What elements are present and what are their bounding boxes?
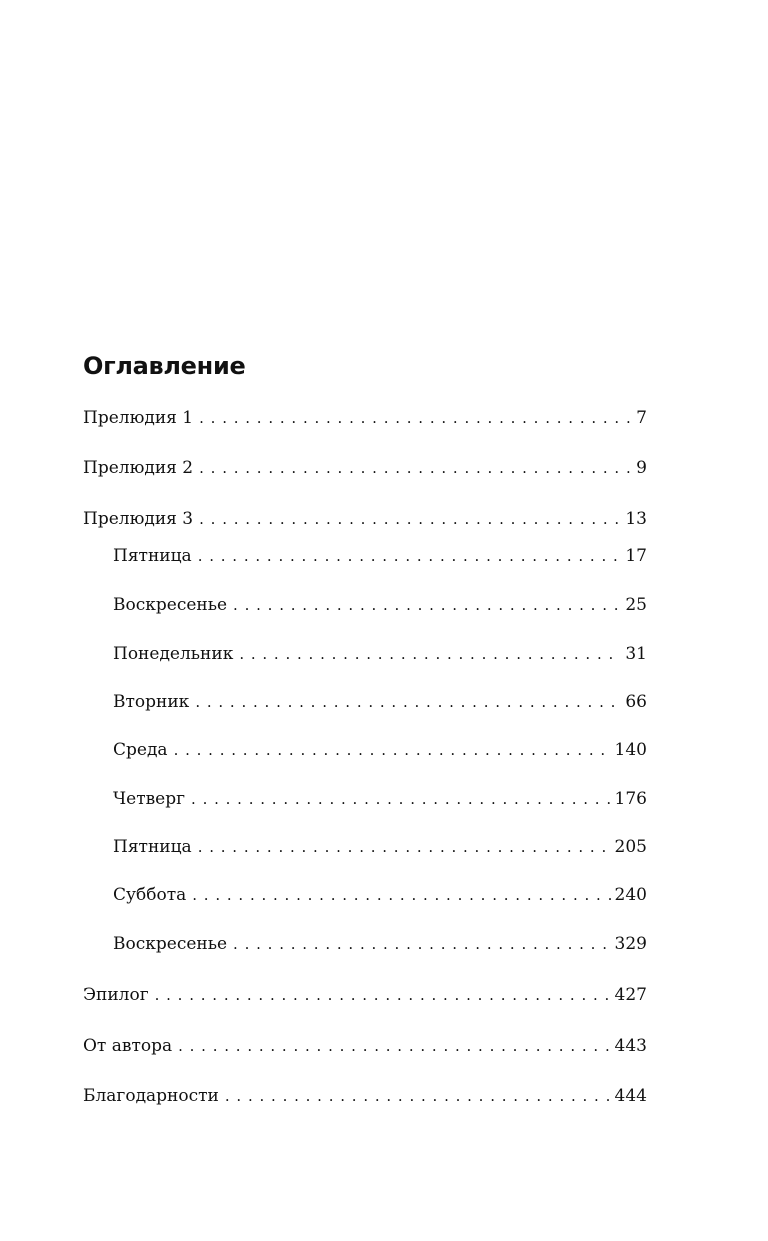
- toc-entry-label: Пятница: [113, 837, 192, 857]
- toc-entry-page: 9: [636, 458, 647, 478]
- toc-entry-sunday[interactable]: [113, 593, 647, 617]
- toc-entry-prelude-1[interactable]: [83, 406, 647, 430]
- toc-entry-page: 66: [625, 692, 647, 712]
- toc-entry-page: 140: [614, 740, 647, 760]
- toc-dot-leader: [168, 738, 611, 762]
- toc-entry-label: От автора: [83, 1036, 173, 1056]
- toc-entry-page: 427: [614, 985, 647, 1005]
- toc-dot-leader: [192, 835, 611, 859]
- toc-dot-leader: [227, 932, 611, 956]
- toc-dot-leader: [227, 593, 621, 617]
- toc-dot-leader: [193, 456, 632, 480]
- toc-entry-label: Воскресенье: [113, 595, 228, 615]
- toc-entry-page: 329: [614, 934, 647, 954]
- toc-entry-saturday[interactable]: [113, 883, 647, 907]
- toc-dot-leader: [189, 690, 621, 714]
- toc-dot-leader: [149, 983, 611, 1007]
- toc-entry-label: Прелюдия 2: [83, 458, 194, 478]
- toc-dot-leader: [193, 406, 632, 430]
- toc-entry-label: Пятница: [113, 546, 192, 566]
- toc-entry-page: 7: [636, 408, 647, 428]
- toc-entry-epilogue[interactable]: [83, 983, 647, 1007]
- toc-dot-leader: [233, 642, 621, 666]
- toc-entry-page: 176: [614, 789, 647, 809]
- toc-entry-prelude-3[interactable]: [83, 507, 647, 531]
- toc-dot-leader: [186, 883, 610, 907]
- toc-title: Оглавление: [83, 352, 246, 380]
- toc-entry-label: Прелюдия 1: [83, 408, 194, 428]
- toc-entry-page: 13: [625, 509, 647, 529]
- toc-entry-sunday-2[interactable]: [113, 932, 647, 956]
- toc-entry-thursday[interactable]: [113, 787, 647, 811]
- toc-entry-prelude-2[interactable]: [83, 456, 647, 480]
- toc-entry-page: 31: [625, 644, 647, 664]
- toc-entry-label: Прелюдия 3: [83, 509, 194, 529]
- toc-dot-leader: [192, 544, 622, 568]
- toc-entry-friday-2[interactable]: [113, 835, 647, 859]
- toc-entry-label: Четверг: [113, 789, 186, 809]
- toc-dot-leader: [219, 1084, 611, 1108]
- toc-entry-label: Воскресенье: [113, 934, 228, 954]
- toc-entry-page: 25: [625, 595, 647, 615]
- toc-dot-leader: [193, 507, 621, 531]
- toc-entry-page: 444: [614, 1086, 647, 1106]
- toc-entry-page: 240: [614, 885, 647, 905]
- toc-entry-label: Эпилог: [83, 985, 149, 1005]
- toc-entry-label: Среда: [113, 740, 168, 760]
- toc-entry-tuesday[interactable]: [113, 690, 647, 714]
- toc-entry-acknowledgements[interactable]: [83, 1084, 647, 1108]
- toc-entry-wednesday[interactable]: [113, 738, 647, 762]
- toc-entry-page: 443: [614, 1036, 647, 1056]
- toc-entry-from-author[interactable]: [83, 1034, 647, 1058]
- toc-entry-label: Благодарности: [83, 1086, 219, 1106]
- toc-entry-label: Вторник: [113, 692, 190, 712]
- toc-entry-label: Понедельник: [113, 644, 234, 664]
- toc-entry-friday[interactable]: [113, 544, 647, 568]
- toc-entry-page: 205: [614, 837, 647, 857]
- toc-entry-label: Суббота: [113, 885, 187, 905]
- toc-dot-leader: [185, 787, 611, 811]
- toc-entry-page: 17: [625, 546, 647, 566]
- toc-dot-leader: [172, 1034, 610, 1058]
- toc-entry-monday[interactable]: [113, 642, 647, 666]
